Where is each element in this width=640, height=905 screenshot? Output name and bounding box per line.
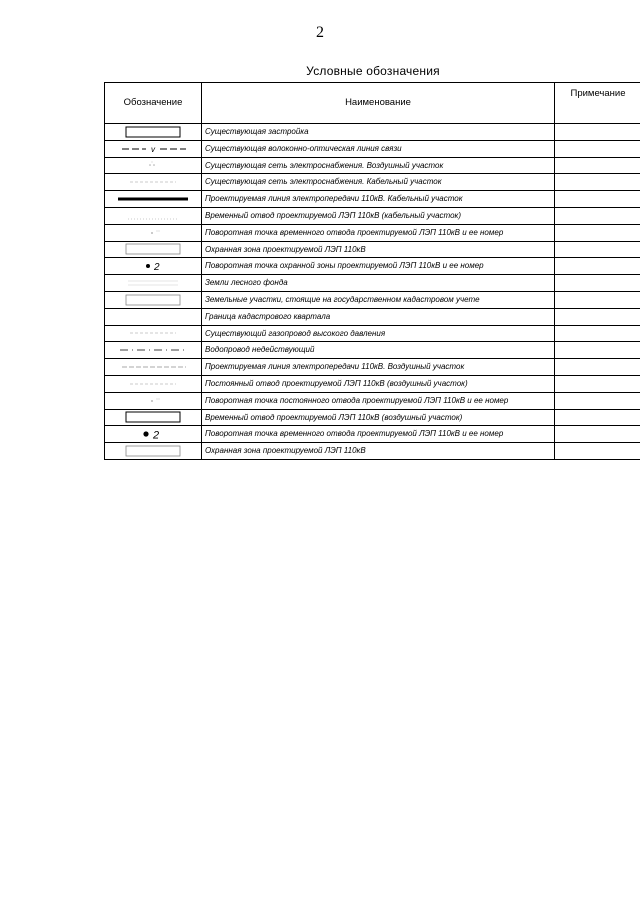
- header-name: Наименование: [202, 83, 555, 124]
- legend-symbol-faint-dots: [105, 157, 202, 174]
- rect-outline-icon: [108, 410, 198, 424]
- dashed-v-line-icon: [108, 142, 198, 156]
- table-row: [105, 207, 640, 224]
- legend-note: [555, 325, 640, 342]
- header-symbol: Обозначение: [105, 83, 202, 124]
- legend-note: [555, 207, 640, 224]
- legend-note: [555, 426, 640, 443]
- legend-symbol-point-number: [105, 258, 202, 275]
- faint-mark-icon: [108, 226, 198, 240]
- legend-name: Существующая застройка: [202, 124, 555, 141]
- legend-name: Проектируемая линия электропередачи 110кВ. Кабельный участок: [202, 191, 555, 208]
- table-row: [105, 325, 640, 342]
- legend-symbol-empty: [105, 308, 202, 325]
- legend-note: [555, 191, 640, 208]
- legend-note: [555, 258, 640, 275]
- legend-note: [555, 174, 640, 191]
- legend-symbol-faint-line: [105, 325, 202, 342]
- legend-name: Охранная зона проектируемой ЛЭП 110кВ: [202, 443, 555, 460]
- table-caption: Условные обозначения: [306, 64, 440, 78]
- legend-note: [555, 124, 640, 141]
- point-number-icon: [108, 259, 198, 273]
- legend-symbol-dashed-v-line: [105, 140, 202, 157]
- legend-name: Поворотная точка временного отвода проектируемой ЛЭП 110кВ и ее номер: [202, 224, 555, 241]
- legend-name: Поворотная точка охранной зоны проектируемой ЛЭП 110кВ и ее номер: [202, 258, 555, 275]
- rect-outline-light-icon: [108, 444, 198, 458]
- legend-note: [555, 308, 640, 325]
- legend-symbol-faint-double-line: [105, 275, 202, 292]
- faint-line-icon: [108, 326, 198, 340]
- legend-symbol-rect-outline: [105, 409, 202, 426]
- legend-symbol-faint-dotted-line: [105, 207, 202, 224]
- table-row: [105, 241, 640, 258]
- header-note: Примечание: [555, 83, 640, 124]
- table-row: [105, 174, 640, 191]
- table-row: [105, 342, 640, 359]
- faint-line-icon: [108, 175, 198, 189]
- legend-symbol-dash-dot-line: [105, 342, 202, 359]
- legend-table: [104, 82, 640, 460]
- table-row: [105, 392, 640, 409]
- table-row: [105, 124, 640, 141]
- legend-symbol-faint-line: [105, 375, 202, 392]
- legend-name: Проектируемая линия электропередачи 110кВ. Воздушный участок: [202, 359, 555, 376]
- legend-note: [555, 224, 640, 241]
- rect-outline-light-icon: [108, 293, 198, 307]
- legend-note: [555, 409, 640, 426]
- legend-symbol-rect-outline-light: [105, 291, 202, 308]
- svg-text:v: v: [151, 144, 155, 154]
- empty-icon: [108, 310, 198, 324]
- legend-name: Водопровод недействующий: [202, 342, 555, 359]
- table-row: [105, 291, 640, 308]
- table-row: [105, 258, 640, 275]
- legend-symbol-rect-outline: [105, 124, 202, 141]
- legend-note: [555, 241, 640, 258]
- legend-note: [555, 342, 640, 359]
- legend-note: [555, 140, 640, 157]
- legend-name: Существующая сеть электроснабжения. Воздушный участок: [202, 157, 555, 174]
- dash-dot-line-icon: [108, 343, 198, 357]
- legend-note: [555, 157, 640, 174]
- table-row: [105, 359, 640, 376]
- point-number-bold-icon: [108, 427, 198, 441]
- legend-symbol-thick-line: [105, 191, 202, 208]
- table-row: [105, 426, 640, 443]
- table-row: [105, 308, 640, 325]
- legend-symbol-faint-mark: [105, 224, 202, 241]
- legend-name: Земельные участки, стоящие на государственном кадастровом учете: [202, 291, 555, 308]
- table-row: [105, 443, 640, 460]
- table-row: [105, 191, 640, 208]
- legend-name: Существующая волоконно-оптическая линия связи: [202, 140, 555, 157]
- faint-dots-icon: [108, 158, 198, 172]
- faint-double-line-icon: [108, 276, 198, 290]
- legend-symbol-faint-dashed-line: [105, 359, 202, 376]
- rect-outline-icon: [108, 125, 198, 139]
- legend-name: Существующая сеть электроснабжения. Кабельный участок: [202, 174, 555, 191]
- legend-note: [555, 275, 640, 292]
- legend-note: [555, 375, 640, 392]
- thick-line-icon: [108, 192, 198, 206]
- rect-outline-light-icon: [108, 242, 198, 256]
- table-row: [105, 375, 640, 392]
- legend-name: Граница кадастрового квартала: [202, 308, 555, 325]
- legend-name: Временный отвод проектируемой ЛЭП 110кВ (кабельный участок): [202, 207, 555, 224]
- legend-name: Постоянный отвод проектируемой ЛЭП 110кВ (воздушный участок): [202, 375, 555, 392]
- table-row: [105, 140, 640, 157]
- table-row: [105, 157, 640, 174]
- legend-symbol-faint-mark: [105, 392, 202, 409]
- faint-dashed-line-icon: [108, 360, 198, 374]
- legend-note: [555, 291, 640, 308]
- table-row: [105, 224, 640, 241]
- legend-name: Существующий газопровод высокого давления: [202, 325, 555, 342]
- legend-symbol-rect-outline-light: [105, 241, 202, 258]
- table-row: [105, 275, 640, 292]
- legend-symbol-point-number-bold: [105, 426, 202, 443]
- faint-dotted-line-icon: [108, 209, 198, 223]
- legend-note: [555, 359, 640, 376]
- legend-note: [555, 443, 640, 460]
- faint-line-icon: [108, 377, 198, 391]
- table-row: [105, 409, 640, 426]
- legend-name: Поворотная точка временного отвода проектируемой ЛЭП 110кВ и ее номер: [202, 426, 555, 443]
- svg-text:2: 2: [153, 429, 160, 442]
- legend-name: Земли лесного фонда: [202, 275, 555, 292]
- legend-name: Временный отвод проектируемой ЛЭП 110кВ (воздушный участок): [202, 409, 555, 426]
- svg-text:2: 2: [154, 262, 160, 274]
- legend-name: Охранная зона проектируемой ЛЭП 110кВ: [202, 241, 555, 258]
- faint-mark-icon: [108, 394, 198, 408]
- page-number: 2: [316, 24, 324, 41]
- legend-symbol-faint-line: [105, 174, 202, 191]
- legend-note: [555, 392, 640, 409]
- table-header-row: [105, 83, 640, 124]
- legend-symbol-rect-outline-light: [105, 443, 202, 460]
- legend-name: Поворотная точка постоянного отвода проектируемой ЛЭП 110кВ и ее номер: [202, 392, 555, 409]
